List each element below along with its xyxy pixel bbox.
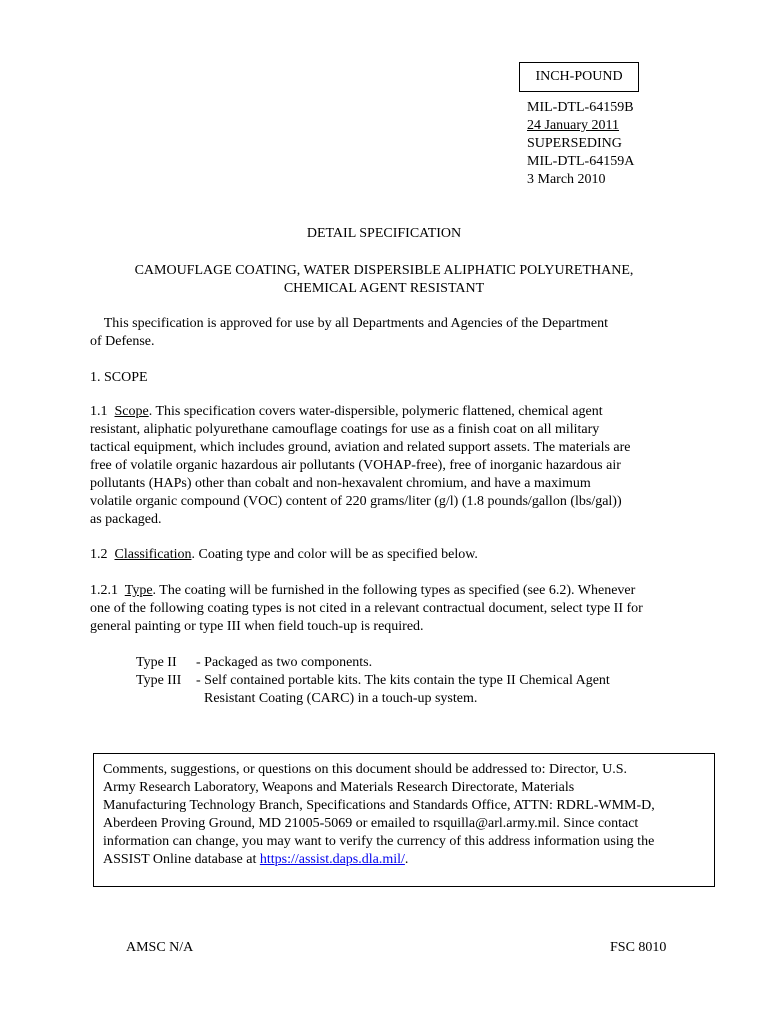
section-1-2-text: . Coating type and color will be as specified below. [191,547,478,562]
list-item [136,654,610,672]
assist-link[interactable]: https://assist.daps.dla.mil/ [259,852,405,867]
comments-line-3: Manufacturing Technology Branch, Specifications and Standards Office, ATTN: RDRL-WMM-D, [103,798,655,813]
section-1-2-1-line-2: one of the following coating types is not cited in a relevant contractual document, select type II for [90,601,643,616]
approval-line-2: of Defense. [90,334,155,349]
section-1-2-1-line-3: general painting or type III when field touch-up is required. [90,619,424,634]
fsc-label: FSC 8010 [610,940,667,955]
type-description: - Self contained portable kits. The kits contain the type II Chemical Agent [196,673,610,688]
comments-box [93,753,715,887]
inch-pound-box [519,62,639,92]
amsc-label: AMSC N/A [126,940,194,955]
type-description: - Packaged as two components. [196,655,373,670]
comments-line-1: Comments, suggestions, or questions on this document should be addressed to: Director, U.S. [103,762,628,777]
type-description-continuation: Resistant Coating (CARC) in a touch-up system. [204,691,478,706]
comments-line-4: Aberdeen Proving Ground, MD 21005-5069 or emailed to rsquilla@arl.army.mil. Since contact [103,816,639,831]
superseding-label: SUPERSEDING [527,136,622,151]
section-1-2-1 [90,582,690,636]
comments-line-5: information can change, you may want to verify the currency of this address information using the [103,834,655,849]
superseded-number: MIL-DTL-64159A [527,154,635,169]
spec-type-heading: DETAIL SPECIFICATION [306,226,462,241]
section-1-2-1-title: Type [124,583,153,598]
section-1-1-line-3: tactical equipment, which includes ground, aviation and related support assets. The materials are [90,440,631,455]
section-1-1-line-2: resistant, aliphatic polyurethane camouflage coatings for use as a finish coat on all military [90,422,600,437]
superseded-date: 3 March 2010 [527,172,606,187]
section-1-1-line-6: volatile organic compound (VOC) content of 220 grams/liter (g/l) (1.8 pounds/gallon (lbs/gal)) [90,494,622,509]
scope-heading: 1. SCOPE [90,370,148,385]
type-list [136,654,610,708]
document-identifier [527,99,634,189]
type-name: Type III [136,673,182,688]
section-1-1 [90,403,690,529]
approval-statement [90,315,690,351]
inch-pound-label: INCH-POUND [535,69,623,84]
section-1-1-line-1: . This specification covers water-dispersible, polymeric flattened, chemical agent [148,404,603,419]
list-item [136,672,610,690]
section-1-2-1-number: 1.2.1 [90,583,118,598]
section-1-1-line-7: as packaged. [90,512,162,527]
doc-number: MIL-DTL-64159B [527,100,634,115]
section-1-1-line-5: pollutants (HAPs) other than cobalt and non-hexavalent chromium, and have a maximum [90,476,591,491]
comments-last-suffix: . [404,852,409,867]
section-1-1-number: 1.1 [90,404,108,419]
document-title-line-1: CAMOUFLAGE COATING, WATER DISPERSIBLE ALIPHATIC POLYURETHANE, [134,263,634,278]
section-1-2-title: Classification [114,547,192,562]
section-1-2-1-line-1: . The coating will be furnished in the following types as specified (see 6.2). Whenever [152,583,636,598]
approval-line-1: This specification is approved for use by all Departments and Agencies of the Department [90,316,608,331]
doc-date: 24 January 2011 [527,118,620,133]
list-item-continuation [136,690,610,708]
comments-line-2: Army Research Laboratory, Weapons and Materials Research Directorate, Materials [103,780,575,795]
document-title [0,262,768,298]
type-name: Type II [136,655,177,670]
section-1-1-line-4: free of volatile organic hazardous air pollutants (VOHAP-free), free of inorganic hazardous air [90,458,621,473]
section-1-2-number: 1.2 [90,547,108,562]
section-1-2 [90,546,690,564]
section-1-1-title: Scope [114,404,149,419]
document-title-line-2: CHEMICAL AGENT RESISTANT [283,281,485,296]
comments-last-prefix: ASSIST Online database at [103,852,260,867]
